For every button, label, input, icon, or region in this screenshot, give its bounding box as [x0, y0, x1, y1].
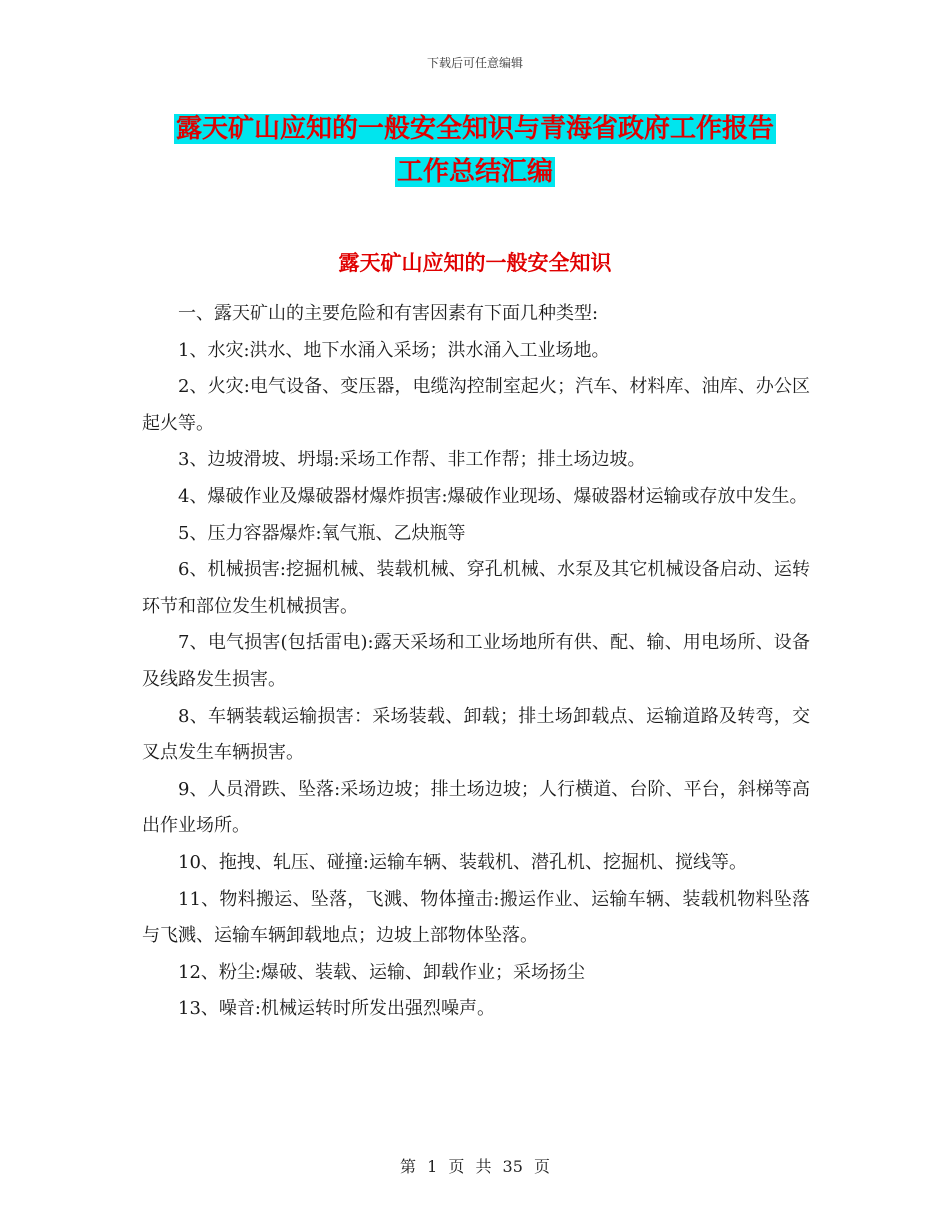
document-title-text-1: 露天矿山应知的一般安全知识与青海省政府工作报告	[175, 114, 774, 144]
paragraph: 7、电气损害(包括雷电):露天采场和工业场地所有供、配、输、用电场所、设备及线路发生损害。	[142, 632, 810, 690]
paragraph: 12、粉尘:爆破、装载、运输、卸载作业；采场扬尘	[178, 961, 585, 983]
paragraph: 6、机械损害:挖掘机械、装载机械、穿孔机械、水泵及其它机械设备启动、运转环节和部位发生机械损害。	[142, 559, 810, 617]
paragraph: 10、拖拽、轧压、碰撞:运输车辆、装载机、潜孔机、挖掘机、搅线等。	[178, 851, 747, 873]
paragraph: 13、噪音:机械运转时所发出强烈噪声。	[178, 998, 495, 1020]
paragraph: 2、火灾:电气设备、变压器，电缆沟控制室起火；汽车、材料库、油库、办公区起火等。	[142, 376, 810, 434]
paragraph: 3、边坡滑坡、坍塌:采场工作帮、非工作帮；排土场边坡。	[178, 449, 646, 471]
paragraph: 5、压力容器爆炸:氧气瓶、乙炔瓶等	[178, 522, 466, 544]
section-title: 露天矿山应知的一般安全知识	[338, 250, 612, 275]
document-title-line-2	[0, 155, 950, 189]
paragraph: 一、露天矿山的主要危险和有害因素有下面几种类型:	[178, 303, 599, 324]
paragraph: 1、水灾:洪水、地下水涌入采场；洪水涌入工业场地。	[178, 339, 610, 361]
page-footer: 第 1 页 共 35 页	[400, 1157, 550, 1176]
document-title-text-2: 工作总结汇编	[396, 157, 553, 187]
paragraph: 8、车辆装载运输损害：采场装载、卸载；排土场卸载点、运输道路及转弯，交叉点发生车辆损害。	[142, 705, 810, 764]
paragraph: 9、人员滑跌、坠落:采场边坡；排土场边坡；人行横道、台阶、平台，斜梯等高出作业场所。	[142, 778, 810, 837]
paragraph: 4、爆破作业及爆破器材爆炸损害:爆破作业现场、爆破器材运输或存放中发生。	[178, 485, 808, 507]
header-note: 下载后可任意编辑	[426, 56, 523, 70]
document-title-line-1	[0, 112, 950, 146]
paragraph: 11、物料搬运、坠落，飞溅、物体撞击:搬运作业、运输车辆、装载机物料坠落与飞溅、运输车辆卸载地点；边坡上部物体坠落。	[142, 888, 810, 947]
body-text	[142, 296, 810, 1028]
